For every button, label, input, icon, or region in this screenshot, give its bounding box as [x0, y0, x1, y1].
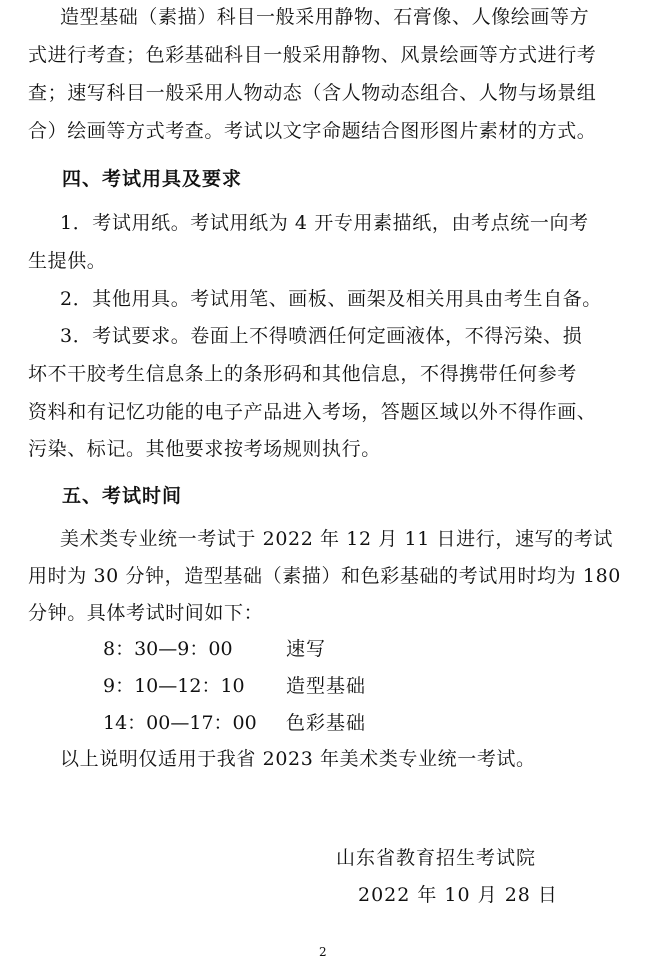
paragraph-line: 造型基础（素描）科目一般采用静物、石膏像、人像绘画等方 — [60, 6, 590, 28]
paragraph-line: 2．其他用具。考试用笔、画板、画架及相关用具由考生自备。 — [60, 288, 602, 310]
section-heading-5: 五、考试时间 — [62, 485, 183, 507]
applicability-note: 以上说明仅适用于我省 2023 年美术类专业统一考试。 — [60, 748, 536, 770]
paragraph-line: 美术类专业统一考试于 2022 年 12 月 11 日进行，速写的考试 — [60, 528, 613, 550]
schedule-subject: 速写 — [286, 638, 327, 660]
paragraph-line: 分钟。具体考试时间如下： — [28, 602, 264, 624]
schedule-time: 9：10—12：10 — [103, 675, 245, 697]
paragraph-line: 查；速写科目一般采用人物动态（含人物动态组合、人物与场景组 — [28, 82, 597, 104]
paragraph-line: 生提供。 — [28, 250, 107, 272]
issuing-organization: 山东省教育招生考试院 — [336, 847, 537, 869]
paragraph-line: 资料和有记忆功能的电子产品进入考场，答题区域以外不得作画、 — [28, 401, 597, 423]
schedule-time: 14：00—17：00 — [103, 712, 257, 734]
page-number: 2 — [319, 945, 327, 959]
schedule-time: 8：30—9：00 — [103, 638, 233, 660]
issue-date: 2022 年 10 月 28 日 — [358, 884, 558, 906]
paragraph-line: 用时为 30 分钟，造型基础（素描）和色彩基础的考试用时均为 180 — [28, 565, 621, 587]
schedule-subject: 造型基础 — [286, 675, 367, 697]
paragraph-line: 合）绘画等方式考查。考试以文字命题结合图形图片素材的方式。 — [28, 120, 597, 142]
paragraph-line: 坏不干胶考生信息条上的条形码和其他信息，不得携带任何参考 — [28, 363, 577, 385]
paragraph-line: 式进行考查；色彩基础科目一般采用静物、风景绘画等方式进行考 — [28, 44, 597, 66]
paragraph-line: 1．考试用纸。考试用纸为 4 开专用素描纸，由考点统一向考 — [60, 212, 589, 234]
section-heading-4: 四、考试用具及要求 — [62, 168, 243, 190]
schedule-subject: 色彩基础 — [286, 712, 367, 734]
paragraph-line: 3．考试要求。卷面上不得喷洒任何定画液体，不得污染、损 — [60, 325, 583, 347]
paragraph-line: 污染、标记。其他要求按考场规则执行。 — [28, 438, 381, 460]
